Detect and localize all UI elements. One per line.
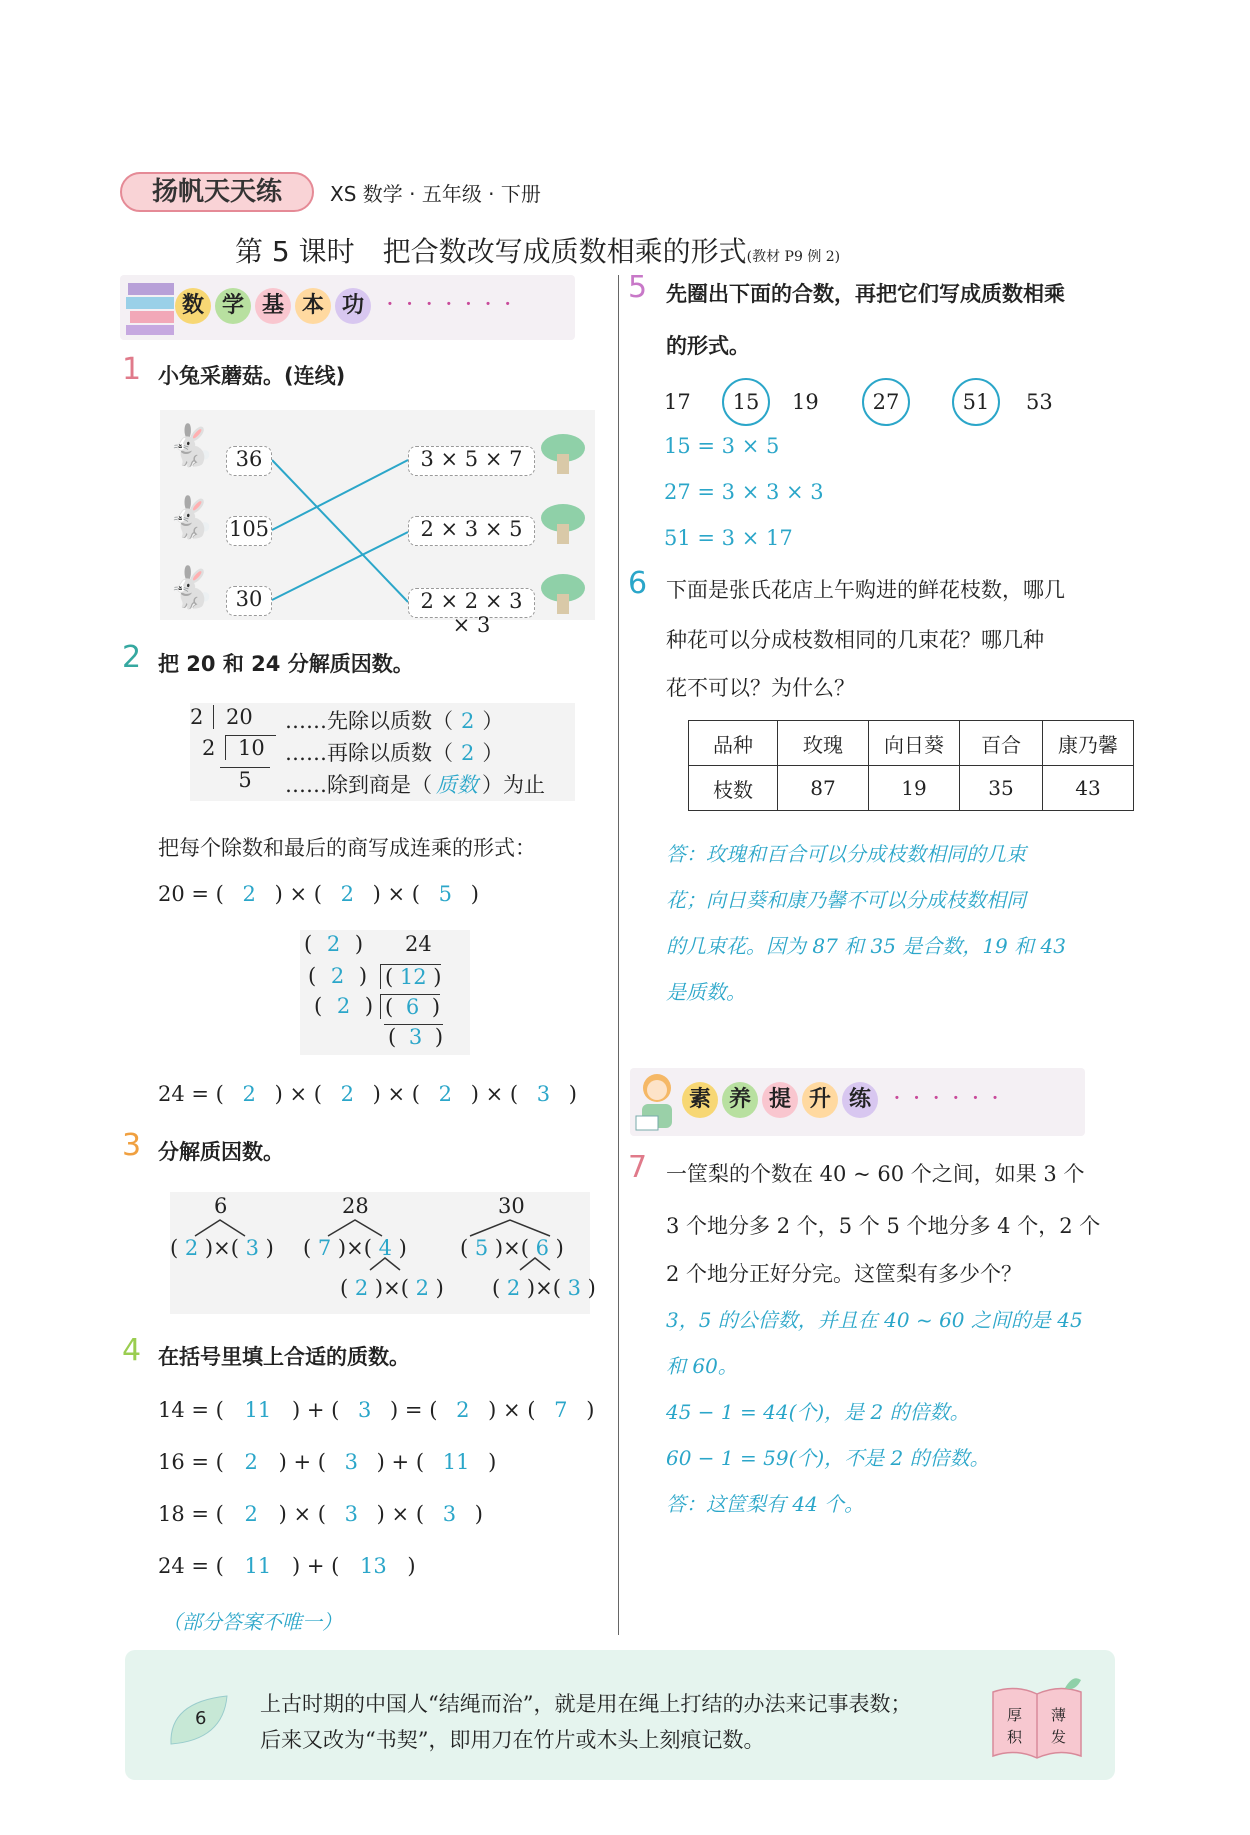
table-header: 玫瑰 [778, 721, 869, 766]
table-header: 康乃馨 [1043, 721, 1134, 766]
mushroom-value: 2 × 2 × 3 × 3 [408, 588, 535, 618]
div24-number: 24 [405, 932, 432, 956]
q2-text: 把 20 和 24 分解质因数。 [158, 652, 414, 676]
operator: + [306, 1398, 325, 1422]
q7-answer: 60 − 1 = 59(个)，不是 2 的倍数。 [666, 1446, 990, 1470]
books-icon-svg [124, 279, 179, 337]
q7-text: 2 个地分正好分完。这筐梨有多少个？ [666, 1262, 1023, 1286]
answer: 6 [535, 1236, 549, 1260]
q4-line: 18 = ( 2 ) × ( 3 ) × ( 3 ) [158, 1502, 483, 1526]
div-row [202, 735, 276, 760]
footer-text-2: 后来又改为“书契”，即用刀在竹片或木头上刻痕记数。 [260, 1728, 765, 1752]
q7-answer: 和 60。 [666, 1354, 738, 1378]
q7-answer: 3，5 的公倍数，并且在 40 ~ 60 之间的是 45 [666, 1308, 1083, 1332]
table-cell: 19 [869, 766, 960, 811]
mushroom-value: 2 × 3 × 5 [408, 516, 535, 546]
div24-quotient: ( 6 ) [380, 994, 440, 1019]
answer: 3 [344, 1502, 358, 1526]
q5-answer: 51 = 3 × 17 [664, 526, 793, 550]
basic-char-2: 学 [215, 288, 251, 324]
q4-line: 24 = ( 11 ) + ( 13 ) [158, 1554, 416, 1578]
q2-eq20: 20 = ( 2 ) × ( 2 ) × ( 5 ) [158, 882, 479, 906]
section-advanced-banner [630, 1068, 1085, 1136]
mushroom-icon [538, 432, 588, 477]
answer: 2 [456, 1398, 470, 1422]
table-row [689, 721, 1134, 766]
answer: 2 [461, 709, 475, 733]
answer: 2 [354, 1276, 369, 1300]
answer: 7 [554, 1398, 568, 1422]
answer: 2 [506, 1276, 521, 1300]
q5-number: 5 [628, 270, 648, 305]
eq-prefix: 24 = [158, 1554, 209, 1578]
number-plain: 17 [664, 390, 691, 414]
note: ……再除以质数（ [285, 741, 453, 765]
advanced-char-4: 升 [802, 1082, 838, 1118]
answer: 11 [244, 1554, 272, 1578]
match-line-36 [272, 460, 408, 602]
table-header: 向日葵 [869, 721, 960, 766]
q5-answer: 27 = 3 × 3 × 3 [664, 480, 824, 504]
operator: × [293, 1502, 312, 1526]
q5-text-1: 先圈出下面的合数，再把它们写成质数相乘 [666, 282, 1065, 306]
answer: 2 [184, 1236, 199, 1260]
divisor: 2 [190, 705, 204, 729]
q4-number: 4 [122, 1333, 142, 1368]
q3-trees [170, 1192, 596, 1314]
div-note [285, 705, 503, 735]
answer: 3 [442, 1502, 457, 1526]
answer: 5 [438, 882, 453, 906]
q5-answer: 15 = 3 × 5 [664, 434, 780, 458]
section-dots: ······ [893, 1084, 1011, 1112]
answer: 2 [336, 994, 351, 1018]
div24-quotient: ( 12 ) [380, 964, 441, 989]
q2-instruction: 把每个除数和最后的商写成连乘的形式： [158, 836, 536, 860]
note-end: ）为止 [482, 773, 545, 797]
section-dots: ······· [386, 290, 524, 318]
div24-row: ( 2 ) [308, 964, 368, 988]
answer: 3 [536, 1082, 551, 1106]
answer: 3 [357, 1398, 372, 1422]
header-series: XS 数学 · 五年级 · 下册 [330, 182, 541, 206]
q3-text: 分解质因数。 [158, 1140, 284, 1164]
tree-top: 30 [498, 1194, 525, 1218]
quotient: 5 [220, 767, 270, 792]
q4-line: 14 = ( 11 ) + ( 3 ) = ( 2 ) × ( 7 ) [158, 1398, 595, 1422]
tree-top: 28 [342, 1194, 369, 1218]
tree-factors: ( 5 )×( 6 ) [460, 1236, 564, 1260]
answer: 2 [242, 1082, 256, 1106]
q7-text: 一筐梨的个数在 40 ~ 60 个之间，如果 3 个 [666, 1162, 1085, 1186]
answer: 2 [244, 1502, 258, 1526]
eq-prefix: 18 = [158, 1502, 209, 1526]
div-row [220, 767, 270, 792]
table-row [689, 766, 1134, 811]
answer: 2 [461, 741, 475, 765]
basic-char-1: 数 [175, 288, 211, 324]
girl-reading-icon [632, 1070, 682, 1134]
answer: 5 [474, 1236, 489, 1260]
book-char: 厚 [1007, 1706, 1023, 1724]
answer: 2 [415, 1276, 429, 1300]
answer: 3 [245, 1236, 259, 1260]
div24-quotient: ( 3 ) [384, 1024, 443, 1049]
answer: 2 [340, 1082, 354, 1106]
book-char: 薄 [1051, 1706, 1067, 1724]
q7-number: 7 [628, 1150, 648, 1185]
q5-text-2: 的形式。 [666, 334, 750, 358]
page-number: 6 [195, 1708, 207, 1729]
tree-factors: ( 2 )×( 3 ) [492, 1276, 596, 1300]
q6-answer: 是质数。 [666, 980, 746, 1004]
q1-matching [160, 410, 595, 637]
column-divider [618, 275, 619, 1635]
rabbit-value: 36 [226, 446, 272, 476]
q1-text: 小兔采蘑菇。(连线) [158, 364, 346, 388]
operator: + [306, 1554, 325, 1578]
table-cell: 枝数 [689, 766, 778, 811]
q6-answer: 答：玫瑰和百合可以分成枝数相同的几束 [666, 842, 1026, 866]
q6-answer: 的几束花。因为 87 和 35 是合数，19 和 43 [666, 934, 1066, 958]
q1-number: 1 [122, 352, 142, 387]
table-header: 品种 [689, 721, 778, 766]
q2-division [190, 703, 575, 801]
rabbit-value: 105 [226, 516, 272, 546]
dividend: 10 [225, 735, 276, 760]
flower-table [688, 720, 1134, 811]
advanced-char-5: 练 [842, 1082, 878, 1118]
q6-text-1: 下面是张氏花店上午购进的鲜花枝数，哪几 [666, 578, 1065, 602]
books-icon [124, 279, 179, 337]
note: ……先除以质数（ [285, 709, 453, 733]
book-icon [987, 1670, 1087, 1766]
q6-text-3: 花不可以？为什么？ [666, 676, 855, 700]
rabbit-value: 30 [226, 586, 272, 616]
section-basic-banner [120, 275, 575, 340]
rabbit-icon: 🐇 [166, 423, 216, 469]
note-end: ） [482, 709, 504, 733]
q3-number: 3 [122, 1128, 142, 1163]
note-end: ） [482, 741, 504, 765]
table-cell: 43 [1043, 766, 1134, 811]
number-plain: 19 [792, 390, 819, 414]
footer-panel [125, 1650, 1115, 1780]
q4-line: 16 = ( 2 ) + ( 3 ) + ( 11 ) [158, 1450, 497, 1474]
operator: + [293, 1450, 312, 1474]
answer: 13 [359, 1554, 387, 1578]
mushroom-icon [538, 572, 588, 617]
q6-text-2: 种花可以分成枝数相同的几束花？哪几种 [666, 628, 1044, 652]
basic-char-4: 本 [295, 288, 331, 324]
div24-row: ( 2 ) [314, 994, 374, 1018]
answer: 6 [405, 995, 420, 1019]
div-note [285, 769, 545, 799]
book-char: 发 [1051, 1728, 1067, 1746]
number-circled: 51 [952, 378, 1000, 426]
book-icon-svg [987, 1670, 1087, 1766]
table-header: 百合 [960, 721, 1043, 766]
table-cell: 87 [778, 766, 869, 811]
advanced-char-2: 养 [722, 1082, 758, 1118]
section-advanced-title [682, 1082, 1011, 1118]
match-line-105 [272, 460, 408, 530]
note: ……除到商是（ [285, 773, 432, 797]
q7-text: 3 个地分多 2 个，5 个 5 个地分多 4 个，2 个 [666, 1214, 1101, 1238]
advanced-char-3: 提 [762, 1082, 798, 1118]
number-circled: 27 [862, 378, 910, 426]
q4-text: 在括号里填上合适的质数。 [158, 1345, 410, 1369]
number-plain: 53 [1026, 390, 1053, 414]
book-char: 积 [1007, 1728, 1023, 1746]
operator: + [391, 1450, 410, 1474]
lesson-title: 第 5 课时 把合数改写成质数相乘的形式 [235, 235, 747, 268]
q7-answer: 45 − 1 = 44(个)，是 2 的倍数。 [666, 1400, 970, 1424]
basic-char-3: 基 [255, 288, 291, 324]
eq-prefix: 20 = [158, 882, 209, 906]
eq-prefix: 16 = [158, 1450, 209, 1474]
div-note [285, 737, 503, 767]
advanced-char-1: 素 [682, 1082, 718, 1118]
answer: 4 [378, 1236, 392, 1260]
answer: 2 [438, 1082, 453, 1106]
lesson-title-row [235, 230, 840, 270]
match-line-30 [272, 532, 408, 600]
answer: 12 [399, 965, 427, 989]
eq-prefix: 14 = [158, 1398, 209, 1422]
operator: = [404, 1398, 423, 1422]
header-badge: 扬帆天天练 [120, 172, 314, 212]
tree-top: 6 [214, 1194, 228, 1218]
answer: 2 [242, 882, 256, 906]
dividend: 20 [213, 705, 264, 729]
eq-prefix: 24 = [158, 1082, 209, 1106]
q4-note: （部分答案不唯一） [162, 1610, 342, 1634]
basic-char-5: 功 [335, 288, 371, 324]
tree-factors: ( 2 )×( 3 ) [170, 1236, 274, 1260]
q2-eq24: 24 = ( 2 ) × ( 2 ) × ( 2 ) × ( 3 ) [158, 1082, 577, 1106]
answer: 2 [340, 882, 354, 906]
mushroom-icon [538, 502, 588, 547]
rabbit-icon: 🐇 [166, 495, 216, 541]
section-basic-title [175, 288, 524, 324]
answer: 11 [442, 1450, 470, 1474]
tree-factors: ( 7 )×( 4 ) [303, 1236, 407, 1260]
answer: 质数 [436, 773, 478, 797]
divisor: 2 [202, 736, 216, 760]
footer-text-1: 上古时期的中国人“结绳而治”，就是用在绳上打结的办法来记事表数； [260, 1692, 912, 1716]
answer: 3 [408, 1025, 423, 1049]
answer: 11 [244, 1398, 272, 1422]
answer: 2 [330, 964, 345, 988]
operator: × [391, 1502, 410, 1526]
answer: 3 [567, 1276, 581, 1300]
div24-row: ( 2 ) [304, 932, 364, 956]
operator: × [502, 1398, 521, 1422]
div-row [190, 705, 264, 729]
mushroom-value: 3 × 5 × 7 [408, 446, 535, 476]
q5-numbers [664, 378, 1053, 426]
q6-answer: 花；向日葵和康乃馨不可以分成枝数相同 [666, 888, 1026, 912]
rabbit-icon: 🐇 [166, 565, 216, 611]
lesson-ref: (教材 P9 例 2) [746, 249, 841, 265]
table-cell: 35 [960, 766, 1043, 811]
answer: 2 [326, 932, 341, 956]
q6-number: 6 [628, 566, 648, 601]
answer: 7 [317, 1236, 332, 1260]
q7-answer: 答：这筐梨有 44 个。 [666, 1492, 865, 1516]
answer: 2 [244, 1450, 258, 1474]
q2-div24 [300, 930, 470, 1055]
tree-factors: ( 2 )×( 2 ) [340, 1276, 444, 1300]
answer: 3 [344, 1450, 358, 1474]
number-circled: 15 [722, 378, 770, 426]
q2-number: 2 [122, 640, 142, 675]
